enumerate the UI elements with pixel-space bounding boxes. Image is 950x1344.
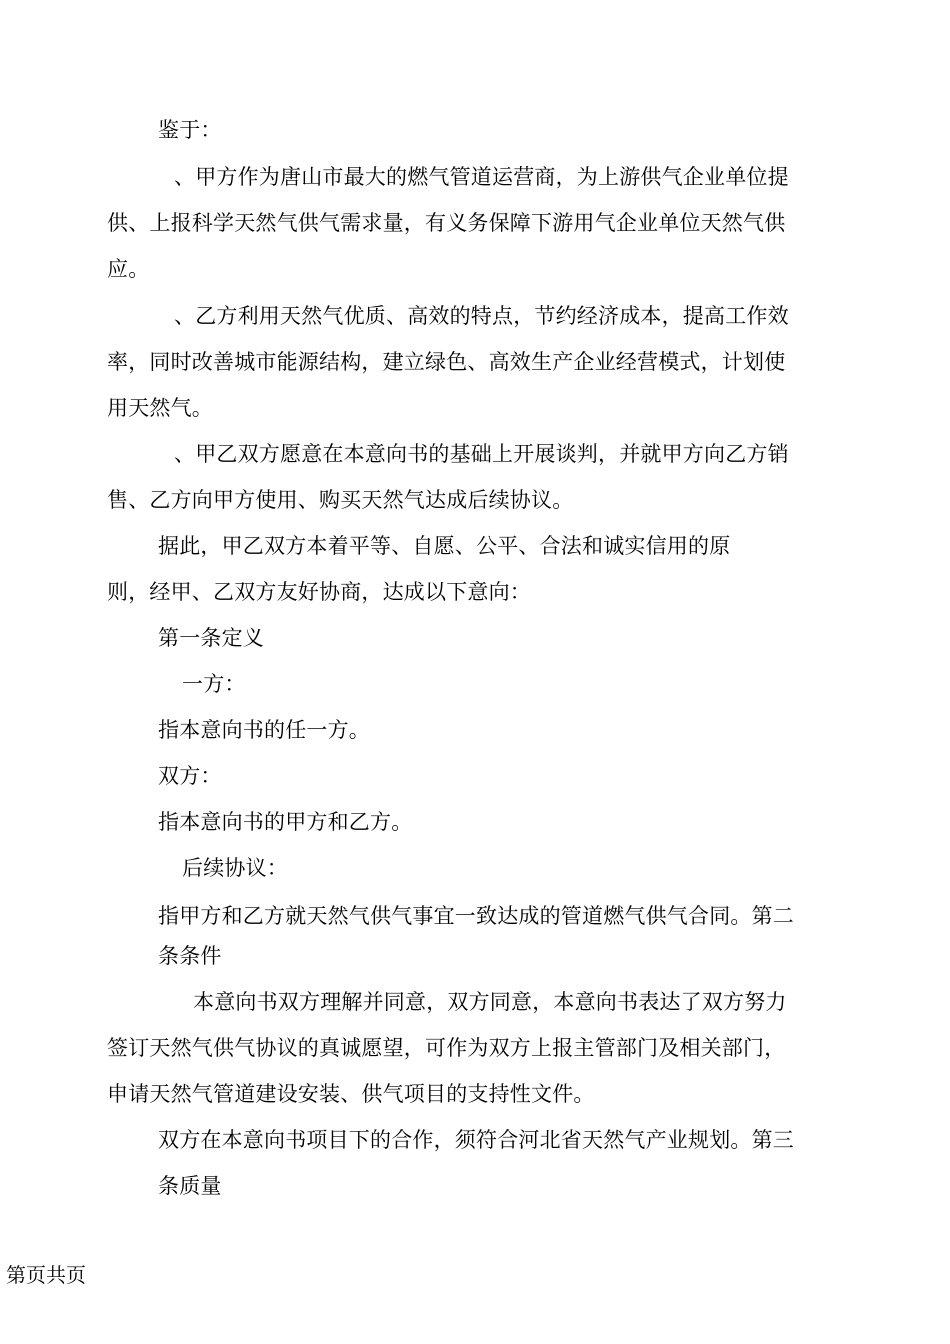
text-line: 售、乙方向甲方使用、购买天然气达成后续协议。 bbox=[107, 488, 574, 512]
term-definition: 指本意向书的甲方和乙方。 bbox=[158, 810, 413, 834]
text-line: 双方在本意向书项目下的合作，须符合河北省天然气产业规划。第三 bbox=[158, 1128, 794, 1152]
text-line: 签订天然气供气协议的真诚愿望，可作为双方上报主管部门及相关部门， bbox=[107, 1036, 786, 1060]
term-definition: 指本意向书的任一方。 bbox=[158, 718, 370, 742]
term-label: 一方： bbox=[182, 672, 246, 696]
section-heading: 第一条定义 bbox=[158, 626, 264, 650]
term-label: 双方： bbox=[158, 764, 222, 788]
term-label: 后续协议： bbox=[182, 856, 288, 880]
text-line: 本意向书双方理解并同意，双方同意，本意向书表达了双方努力 bbox=[193, 990, 787, 1014]
text-line: 、乙方利用天然气优质、高效的特点，节约经济成本，提高工作效 bbox=[174, 304, 789, 328]
text-line: 申请天然气管道建设安装、供气项目的支持性文件。 bbox=[107, 1082, 595, 1106]
term-definition: 指甲方和乙方就天然气供气事宜一致达成的管道燃气供气合同。第二 bbox=[158, 904, 794, 928]
text-line: 应。 bbox=[107, 257, 150, 281]
section-heading: 条质量 bbox=[158, 1174, 222, 1198]
text-line: 、甲方作为唐山市最大的燃气管道运营商，为上游供气企业单位提 bbox=[174, 165, 789, 189]
text-line: 、甲乙双方愿意在本意向书的基础上开展谈判，并就甲方向乙方销 bbox=[174, 442, 789, 466]
section-heading: 条条件 bbox=[158, 944, 222, 968]
text-line: 率，同时改善城市能源结构，建立绿色、高效生产企业经营模式，计划使 bbox=[107, 350, 786, 374]
page-footer: 第页共页 bbox=[6, 1263, 86, 1287]
text-line: 用天然气。 bbox=[107, 396, 213, 420]
text-line: 供、上报科学天然气供气需求量，有义务保障下游用气企业单位天然气供 bbox=[107, 211, 786, 235]
text-line: 鉴于： bbox=[158, 118, 222, 142]
text-line: 则，经甲、乙双方友好协商，达成以下意向： bbox=[107, 580, 531, 604]
text-line: 据此，甲乙双方本着平等、自愿、公平、合法和诚实信用的原 bbox=[158, 534, 731, 558]
